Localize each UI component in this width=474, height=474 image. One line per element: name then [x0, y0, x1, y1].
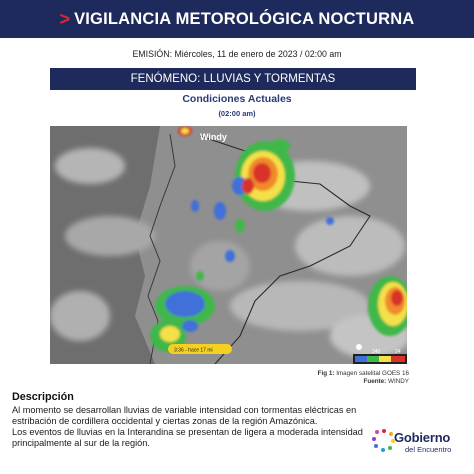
header-bar: [0, 0, 474, 38]
fig-text: Imagen satelital GOES 16: [336, 370, 409, 377]
description-paragraph-2: Los eventos de lluvias en la Interandina se presentan de ligera a moderada intensidad principalmente al sur de la región.: [12, 427, 363, 448]
logo-line-1: Gobierno: [394, 430, 451, 445]
conditions-title: Condiciones Actuales: [182, 93, 292, 105]
description-title: Descripción: [12, 391, 74, 403]
phenomenon-bar: [50, 68, 416, 90]
emission-date: EMISIÓN: Miércoles, 11 de enero de 2023 / 02:00 am: [132, 49, 342, 59]
scale-value: 240: [372, 349, 381, 355]
scale-unit: 24: [395, 349, 401, 355]
source-label: Fuente:: [363, 378, 387, 386]
logo-sunburst-icon: [372, 428, 396, 452]
government-logo: [372, 418, 468, 464]
map-timebar-label: 3:36 - hace 17 mi: [174, 347, 213, 354]
figure-caption: [318, 370, 409, 386]
header-arrow: >: [59, 9, 71, 29]
conditions-time: (02:00 am): [218, 109, 256, 118]
page-title: VIGILANCIA METOROLÓGICA NOCTURNA: [74, 9, 415, 28]
description-text: [12, 405, 367, 449]
source-line: [318, 378, 409, 386]
satellite-map-graphic: [50, 126, 407, 364]
logo-line-2: del Encuentro: [405, 445, 452, 454]
description-paragraph-1: Al momento se desarrollan lluvias de variable intensidad con tormentas eléctricas en estribación de cordillera occidental y ciertas zonas de la región Amazónica.: [12, 405, 357, 426]
windy-watermark: Windy: [200, 132, 227, 142]
satellite-map: [50, 126, 407, 364]
phenomenon-label: FENÓMENO: LLUVIAS Y TORMENTAS: [130, 73, 336, 85]
fig-line: [318, 370, 409, 378]
map-location-icon[interactable]: [356, 344, 362, 350]
source-text: WINDY: [388, 378, 409, 386]
fig-label: Fig 1:: [317, 370, 335, 377]
